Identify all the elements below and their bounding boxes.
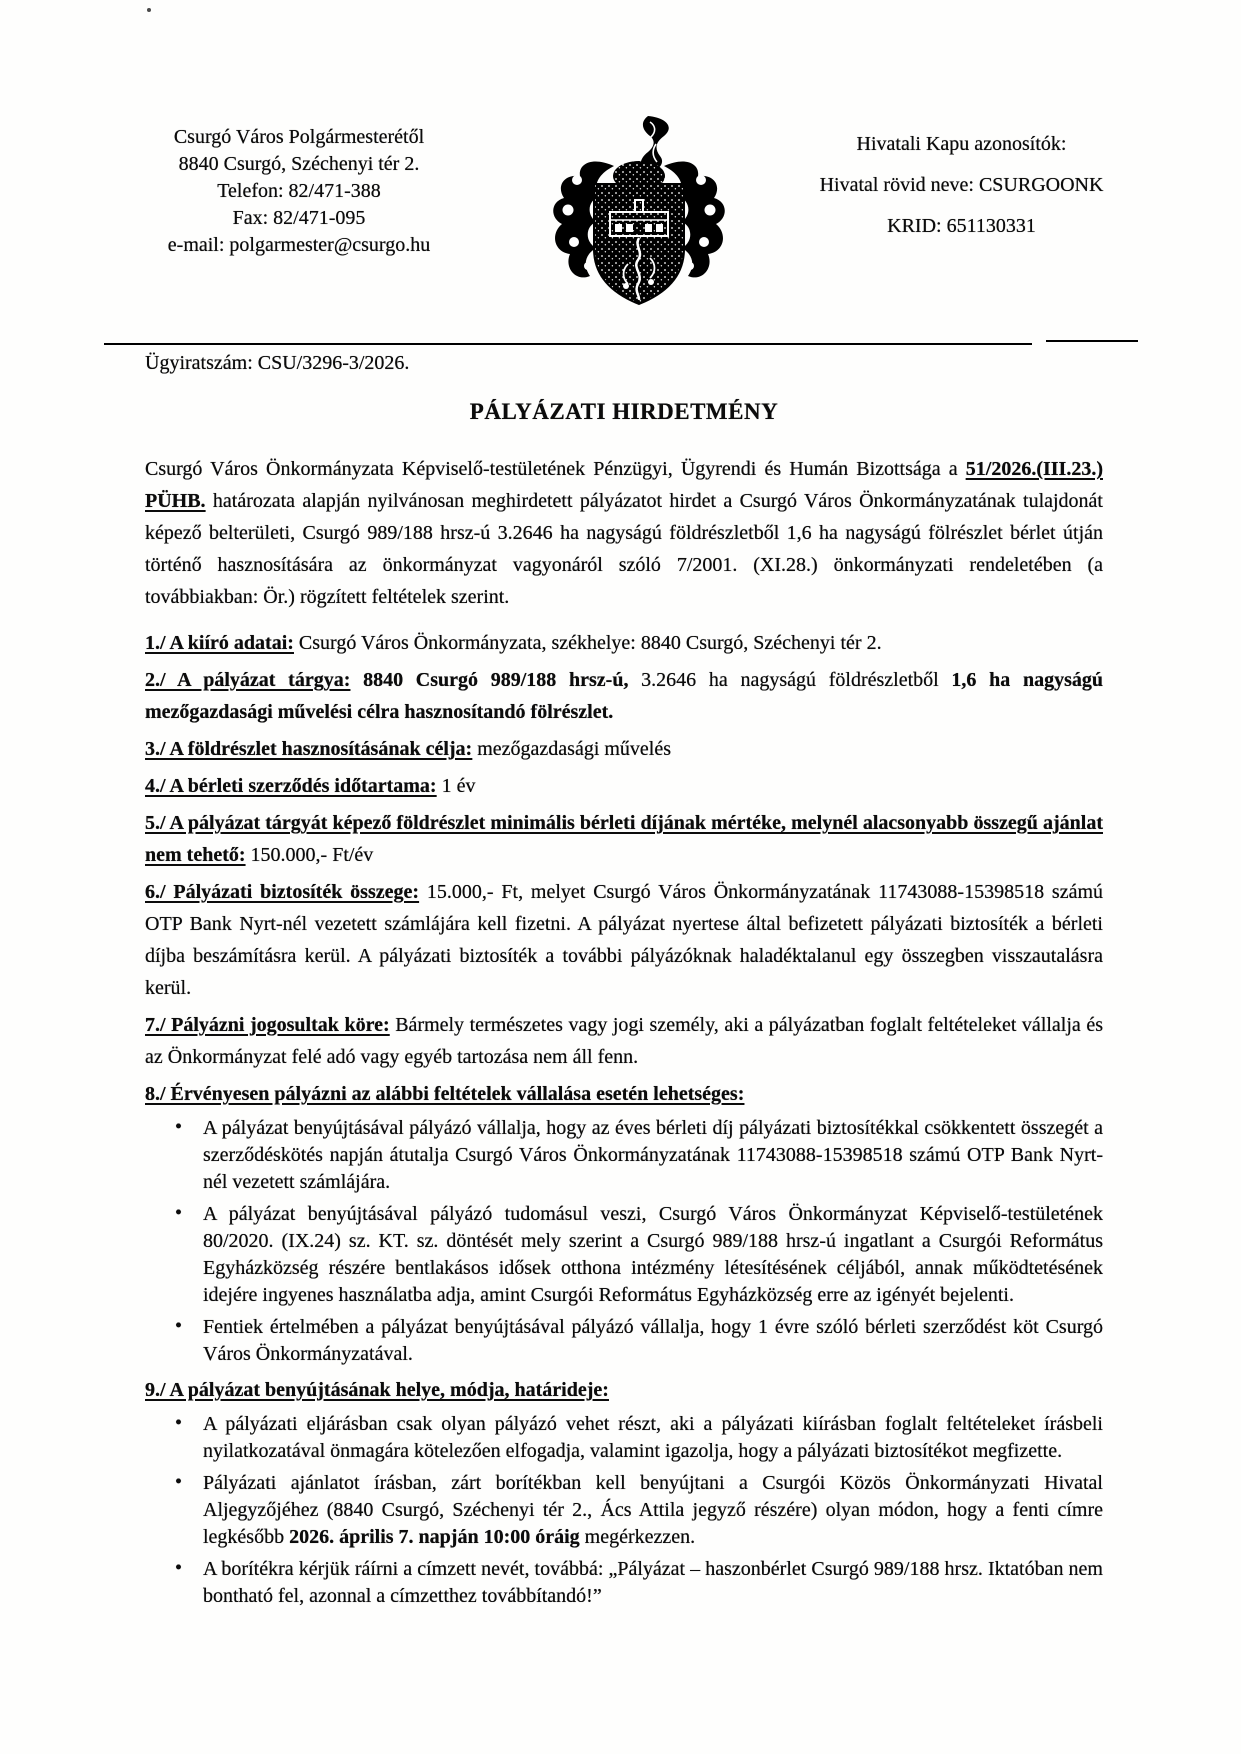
section-7-text: Bármely természetes vagy jogi személy, aki a pályázatban foglalt feltételeket vállalja és az Önkormányzat felé adó vagy egyéb tartozása nem áll fenn. (145, 1014, 1104, 1068)
section-5-heading: 5./ A pályázat tárgyát képező földrészlet minimális bérleti díjának mértéke, melynél alacsonyabb összegű ajánlat nem tehető: (145, 812, 1103, 866)
hivatal-short-name: Hivatal rövid neve: CSURGOONK (819, 174, 1104, 196)
scan-artifact-dot (147, 8, 151, 12)
document-title: PÁLYÁZATI HIRDETMÉNY (469, 399, 779, 424)
sender-email: e-mail: polgarmester@csurgo.hu (167, 234, 431, 256)
section-8-conditions (145, 1078, 1103, 1110)
section-8-bullet-list (145, 1115, 1103, 1368)
sender-address-block (118, 124, 480, 259)
sender-address: 8840 Csurgó, Széchenyi tér 2. (178, 153, 420, 175)
section-8-heading: 8./ Érvényesen pályázni az alábbi feltételek vállalása esetén lehetséges: (145, 1083, 745, 1105)
section-3-purpose (145, 733, 1103, 765)
case-number-value: CSU/3296-3/2026. (257, 352, 410, 374)
section-1-issuer (145, 627, 1103, 659)
section-6-heading: 6./ Pályázati biztosíték összege: (145, 881, 420, 903)
list-item: • A pályázati eljárásban csak olyan pályázó vehet részt, aki a pályázati kiírásban foglalt feltételeket írásbeli nyilatkozatával önmagára kötelezően elfogadja, valamint igazolja, hogy a pályázati biztosítékot megfizette. (203, 1411, 1103, 1465)
intro-paragraph (145, 453, 1103, 613)
header-divider-line-segment (1046, 340, 1138, 342)
section-4-heading: 4./ A bérleti szerződés időtartama: (145, 775, 437, 797)
section-9-bullet-list (145, 1411, 1103, 1610)
section-5-minimum-rent (145, 807, 1103, 871)
list-item (203, 1470, 1103, 1551)
section-2-heading: 2./ A pályázat tárgya: (145, 669, 351, 691)
section-2-bold-area: 1,6 ha nagyságú mezőgazdasági művelési célra hasznosítandó fölrészlet. (145, 669, 1103, 723)
intro-text-pre: Csurgó Város Önkormányzata Képviselő-testületének Pénzügyi, Ügyrendi és Humán Bizottsága a (145, 458, 966, 480)
section-6-text: 15.000,- Ft, melyet Csurgó Város Önkormányzatának 11743088-15398518 számú OTP Bank Nyrt-nél vezetett számlájára kell fizetni. A pályázat nyertese által befizetett pályázati biztosíték a bérleti díjba beszámításra kerül. A pályázati biztosíték a további pályázóknak haladéktalanul egy összegben visszautalásra kerül. (145, 881, 1104, 999)
hivatali-kapu-title: Hivatali Kapu azonosítók: (856, 133, 1067, 155)
section-7-eligibility (145, 1009, 1103, 1073)
section-4-text: 1 év (436, 775, 476, 797)
section-7-heading: 7./ Pályázni jogosultak köre: (145, 1014, 390, 1036)
case-number-line (145, 352, 409, 375)
resolution-reference: 51/2026.(III.23.) PÜHB. (145, 458, 1103, 512)
section-3-heading: 3./ A földrészlet hasznosításának célja: (145, 738, 473, 760)
section-9-heading: 9./ A pályázat benyújtásának helye, módja, határideje: (145, 1379, 609, 1401)
list-item: • A pályázat benyújtásával pályázó tudomásul veszi, Csurgó Város Önkormányzat Képviselő-testületének 80/2020. (IX.24) sz. KT. sz. döntését mely szerint a Csurgó 989/188 hrsz-ú ingatlant a Csurgói Református Egyházközség részére bentlakásos idősek otthona intézmény létesítésének céljából, annak működtetésének idejére ingyenes használatba adja, amint Csurgói Református Egyházközség erre az igényét bejelenti. (203, 1201, 1103, 1309)
section-1-heading: 1./ A kiíró adatai: (145, 632, 294, 654)
list-item: • Fentiek értelmében a pályázat benyújtásával pályázó vállalja, hogy 1 évre szóló bérleti szerződést köt Csurgó Város Önkormányzatával. (203, 1314, 1103, 1368)
section-2-bold-parcel: 8840 Csurgó 989/188 hrsz-ú, (350, 669, 629, 691)
section-2-text: 3.2646 ha nagyságú földrészletből (628, 669, 952, 691)
sender-phone: Telefon: 82/471-388 (217, 180, 381, 202)
document-body (145, 398, 1103, 1616)
submission-text-pre: Pályázati ajánlatot írásban, zárt borítékban kell benyújtani a Csurgói Közös Önkormányzati Hivatal Aljegyzőjéhez (8840 Csurgó, Széchenyi tér 2., Ács Attila jegyző részére) olyan módon, hogy a fenti címre legkésőbb (203, 1472, 1103, 1548)
list-item: • A borítékra kérjük ráírni a címzett nevét, továbbá: „Pályázat – haszonbérlet Csurgó 989/188 hrsz. Iktatóban nem bontható fel, azonnal a címzetthez továbbítandó!” (203, 1556, 1103, 1610)
section-3-text: mezőgazdasági művelés (472, 738, 672, 760)
section-2-subject (145, 664, 1103, 728)
list-item: • A pályázat benyújtásával pályázó vállalja, hogy az éves bérleti díj pályázati biztosítékkal csökkentett összegét a szerződéskötés napján átutalja Csurgó Város Önkormányzatának 11743088-15398518 számú OTP Bank Nyrt-nél vezetett számlájára. (203, 1115, 1103, 1196)
submission-text-post: megérkezzen. (579, 1526, 696, 1548)
section-1-text: Csurgó Város Önkormányzata, székhelye: 8840 Csurgó, Széchenyi tér 2. (293, 632, 882, 654)
csurgo-coat-of-arms-icon (544, 114, 734, 319)
section-6-deposit (145, 876, 1103, 1004)
submission-deadline: 2026. április 7. napján 10:00 óráig (289, 1526, 580, 1548)
case-number-label: Ügyiratszám: (145, 352, 253, 374)
coat-of-arms-container (538, 124, 740, 319)
section-9-submission (145, 1374, 1103, 1406)
krid-number: KRID: 651130331 (887, 215, 1036, 237)
section-5-text: 150.000,- Ft/év (245, 844, 374, 866)
sender-name: Csurgó Város Polgármesterétől (173, 126, 425, 148)
section-4-duration (145, 770, 1103, 802)
intro-text-post: határozata alapján nyilvánosan meghirdetett pályázatot hirdet a Csurgó Város Önkormányzatának tulajdonát képező belterületi, Csurgó 989/188 hrsz-ú 3.2646 ha nagyságú földrészletből 1,6 ha nagyságú fölrészlet bérlet útján történő hasznosítására az önkormányzat vagyonáról szóló 7/2001. (XI.28.) önkormányzati rendeletében (a továbbiakban: Ör.) rögzített feltételek szerint. (145, 490, 1103, 608)
letterhead (0, 124, 1241, 319)
sender-fax: Fax: 82/471-095 (232, 207, 366, 229)
hivatali-kapu-block (740, 124, 1183, 247)
header-divider-line (104, 343, 1032, 345)
